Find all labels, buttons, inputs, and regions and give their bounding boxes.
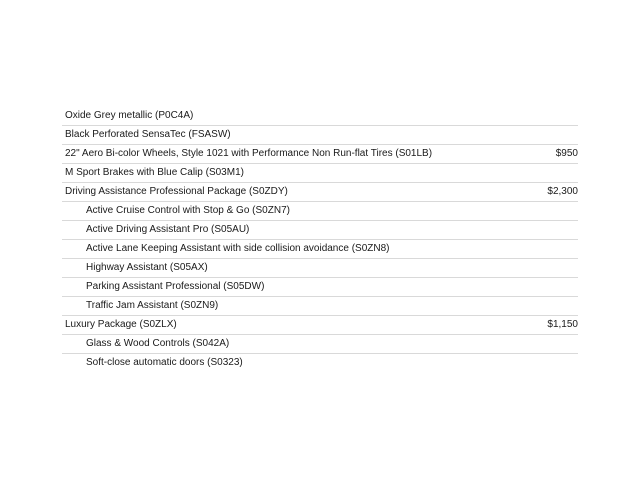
option-row-lane-keeping-assistant xyxy=(62,240,578,259)
option-price: $950 xyxy=(555,148,578,159)
option-name: Traffic Jam Assistant (S0ZN9) xyxy=(86,300,219,311)
option-name: Parking Assistant Professional (S05DW) xyxy=(86,281,265,292)
option-name: Glass & Wood Controls (S042A) xyxy=(86,338,230,349)
option-row-driving-assistance-package xyxy=(62,183,578,202)
option-name: Highway Assistant (S05AX) xyxy=(86,262,208,273)
option-name: Active Lane Keeping Assistant with side collision avoidance (S0ZN8) xyxy=(86,243,390,254)
option-name: Active Cruise Control with Stop & Go (S0ZN7) xyxy=(86,205,290,216)
option-row-glass-wood-controls xyxy=(62,335,578,354)
option-price: $2,300 xyxy=(547,186,578,197)
option-name: Soft-close automatic doors (S0323) xyxy=(86,357,243,368)
option-name: Luxury Package (S0ZLX) xyxy=(65,319,177,330)
option-name: 22" Aero Bi-color Wheels, Style 1021 with Performance Non Run-flat Tires (S01LB) xyxy=(65,148,433,159)
options-list xyxy=(62,107,578,373)
option-row-active-cruise-control xyxy=(62,202,578,221)
option-row-traffic-jam-assistant xyxy=(62,297,578,316)
option-name: Oxide Grey metallic (P0C4A) xyxy=(65,110,194,121)
option-price: $1,150 xyxy=(547,319,578,330)
option-row-active-driving-assistant xyxy=(62,221,578,240)
option-row-upholstery xyxy=(62,126,578,145)
option-name: Active Driving Assistant Pro (S05AU) xyxy=(86,224,250,235)
option-name: Driving Assistance Professional Package (S0ZDY) xyxy=(65,186,288,197)
option-name: Black Perforated SensaTec (FSASW) xyxy=(65,129,231,140)
option-row-parking-assistant xyxy=(62,278,578,297)
option-row-soft-close-doors xyxy=(62,354,578,373)
option-row-luxury-package xyxy=(62,316,578,335)
option-row-wheels xyxy=(62,145,578,164)
option-row-paint xyxy=(62,107,578,126)
option-row-brakes xyxy=(62,164,578,183)
option-name: M Sport Brakes with Blue Calip (S03M1) xyxy=(65,167,244,178)
option-row-highway-assistant xyxy=(62,259,578,278)
